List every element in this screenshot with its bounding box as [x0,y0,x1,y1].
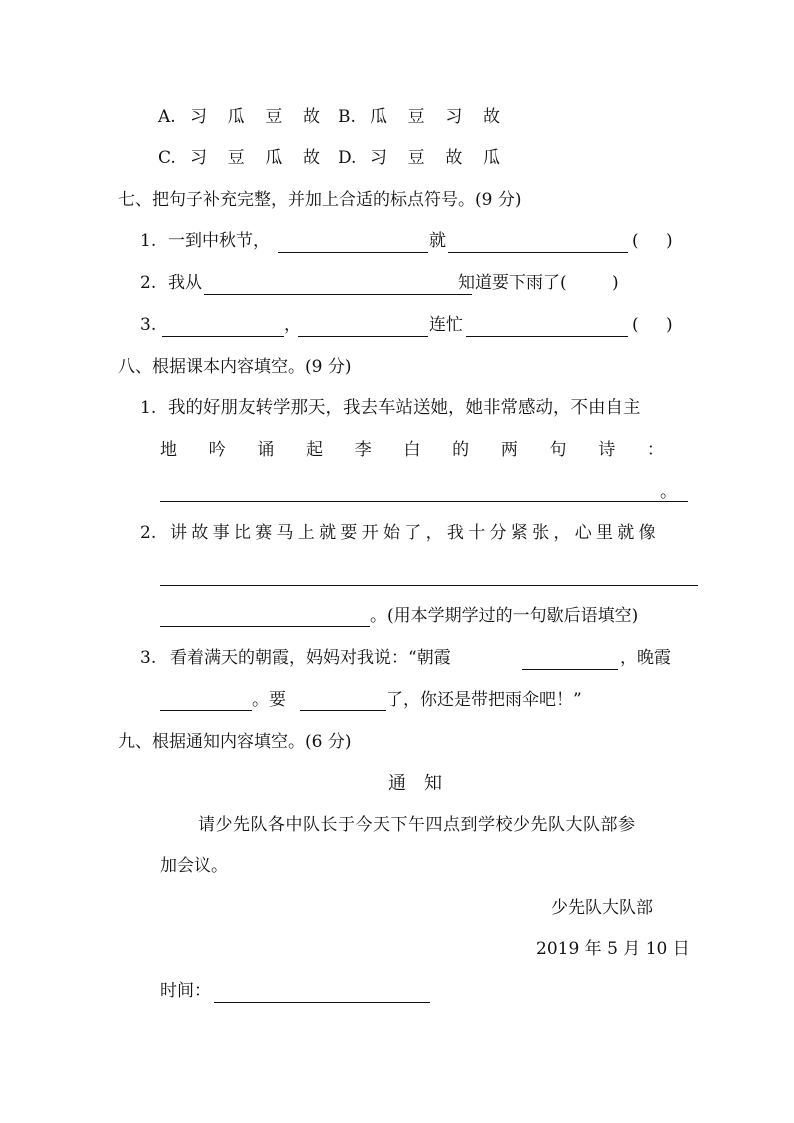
q7-item-3-text: ， [284,315,301,335]
spread-char: 李 [354,440,372,460]
punctuation-paren-close: ) [612,273,619,293]
answer-blank[interactable] [160,500,688,502]
q7-item-3-number: 3. [140,315,157,335]
option-c-label: C. [158,148,176,168]
answer-blank[interactable] [162,335,284,337]
q7-item-1-number: 1. [140,231,157,251]
answer-blank[interactable] [300,709,386,711]
q8-item-1-text: 我的好朋友转学那天，我去车站送她，她非常感动，不由自主 [168,398,641,418]
option-char: 豆 [407,107,425,127]
sentence-end-mark: 。 [660,482,677,502]
spread-char: 诗 [598,440,616,460]
answer-blank[interactable] [522,668,618,670]
option-d-label: D. [338,148,357,168]
option-char: 瓜 [370,107,387,127]
answer-blank[interactable] [204,293,472,295]
answer-blank[interactable] [278,251,428,253]
section-8-heading: 八、根据课本内容填空。(9 分) [118,357,352,377]
section-9-heading: 九、根据通知内容填空。(6 分) [118,732,352,752]
q8-item-3-text: 。要 [252,690,286,710]
punctuation-paren-close: ) [666,231,673,251]
option-char: 豆 [227,148,245,168]
answer-blank[interactable] [298,335,428,337]
option-char: 习 [190,107,207,127]
section-7-heading: 七、把句子补充完整，并加上合适的标点符号。(9 分) [118,190,522,210]
spread-char: 吟 [208,440,226,460]
option-char: 故 [302,107,320,127]
q7-item-1-text: 就 [429,231,446,251]
q8-item-3-text: 了，你还是带把雨伞吧！” [386,690,582,710]
option-b-chars [370,109,500,126]
spread-char: 句 [549,440,567,460]
option-d-chars [370,150,500,167]
q8-item-2-number: 2. [140,523,157,543]
q8-item-3-text: ，晚霞 [620,648,671,668]
option-char: 习 [190,148,207,168]
answer-blank[interactable] [160,709,252,711]
time-label: 时间： [160,981,211,1001]
notice-title: 通 知 [388,773,442,794]
spread-char: 起 [306,440,324,460]
punctuation-paren-open: ( [632,315,639,335]
option-char: 豆 [265,107,283,127]
answer-blank[interactable] [448,251,628,253]
q7-item-3-text: 连忙 [429,315,463,335]
q7-item-2-text: 我从 [168,273,202,293]
notice-body: 请少先队各中队长于今天下午四点到学校少先队大队部参 [198,815,636,835]
option-char: 习 [445,107,463,127]
option-char: 故 [482,107,500,127]
answer-blank[interactable] [160,625,370,627]
notice-body: 加会议。 [160,856,228,876]
punctuation-paren-open: ( [632,231,639,251]
q8-item-3-number: 3. [140,648,157,668]
notice-signature: 少先队大队部 [551,898,653,918]
spread-char: 两 [500,440,518,460]
spread-char: 诵 [257,440,275,460]
q8-item-2-note: 。(用本学期学过的一句歇后语填空) [370,606,639,626]
option-char: 故 [302,148,320,168]
spread-char: 白 [403,440,421,460]
answer-blank[interactable] [214,1001,430,1003]
option-a-label: A. [158,107,176,127]
option-char: 习 [370,148,387,168]
notice-date: 2019 年 5 月 10 日 [536,939,690,959]
punctuation-paren-close: ) [666,315,673,335]
option-char: 豆 [407,148,425,168]
option-a-chars [190,109,320,126]
q7-item-2-text: 知道要下雨了( [458,273,567,293]
spread-char: 地 [160,440,177,460]
option-c-chars [190,150,320,167]
spread-char: 的 [452,440,470,460]
option-char: 瓜 [265,148,283,168]
option-char: 瓜 [227,107,245,127]
spread-char: ： [646,440,664,460]
q8-item-2-text: 讲故事比赛马上就要开始了，我十分紧张，心里就像 [170,523,660,543]
q7-item-2-number: 2. [140,273,157,293]
option-char: 故 [445,148,463,168]
q7-item-1-text: 一到中秋节， [168,231,270,251]
option-char: 瓜 [482,148,500,168]
q8-item-1-spread-line [160,442,664,459]
q8-item-1-number: 1. [140,398,157,418]
q8-item-3-text: 看着满天的朝霞，妈妈对我说：“朝霞 [170,648,451,668]
answer-blank[interactable] [160,584,698,586]
answer-blank[interactable] [466,335,628,337]
option-b-label: B. [338,107,356,127]
